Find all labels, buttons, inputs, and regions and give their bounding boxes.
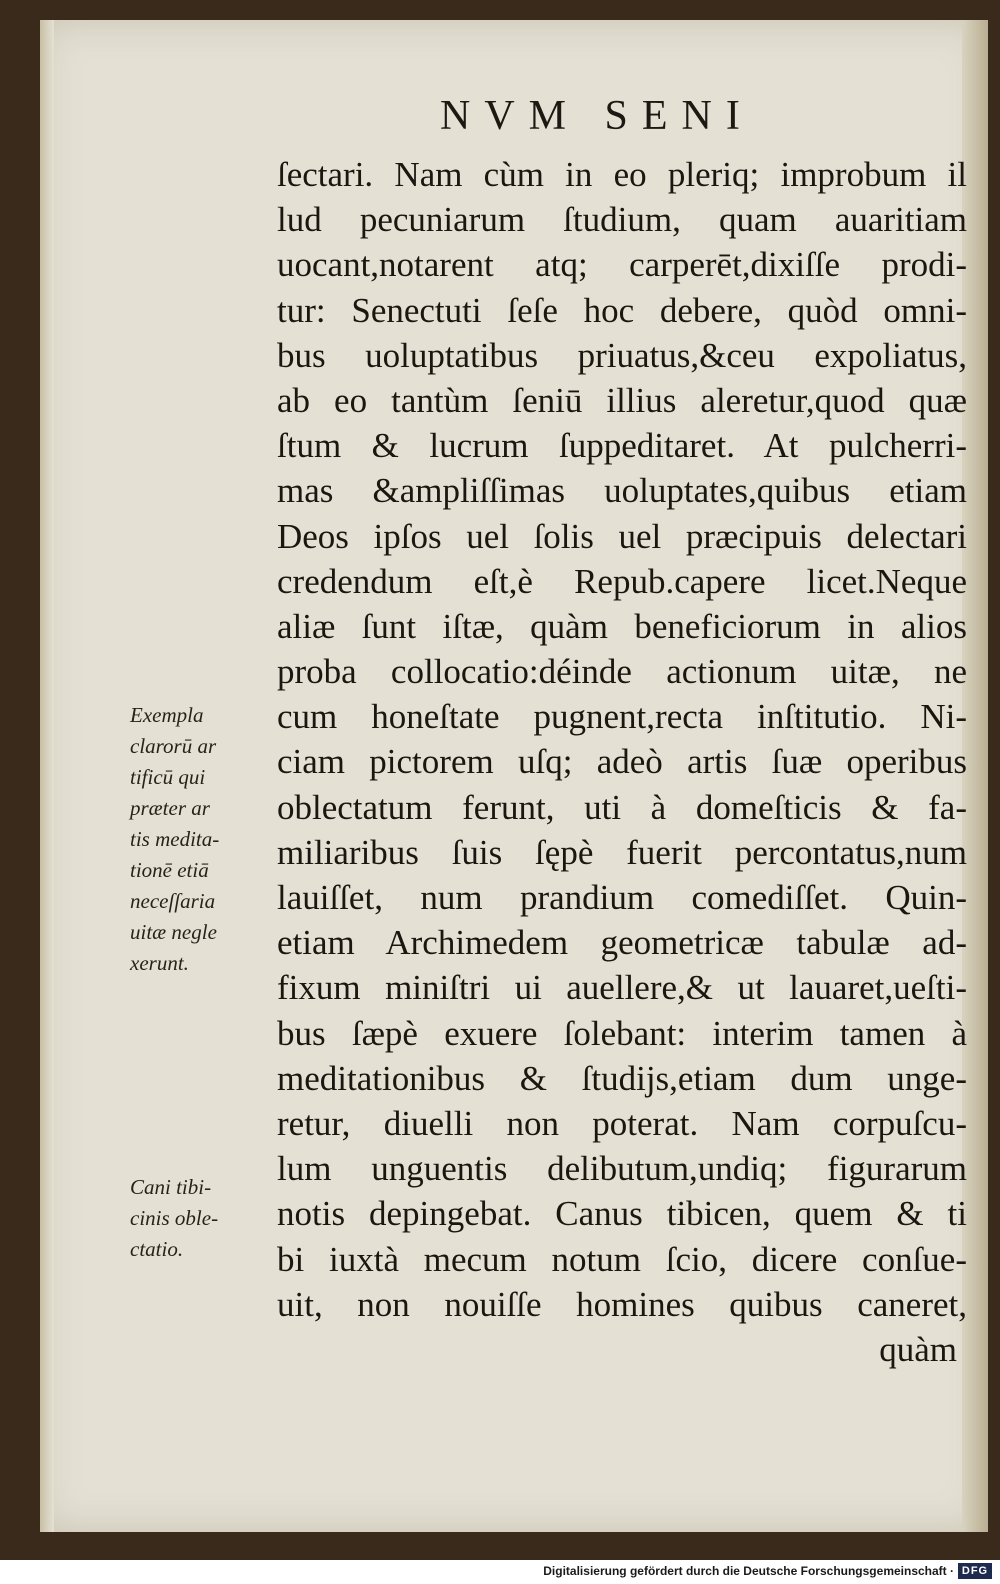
text-line: tur: Senectuti ſeſe hoc debere, quòd omni- [277, 290, 967, 330]
marginal-line: neceſſaria [130, 889, 216, 913]
text-line: ab eo tantùm ſeniū illius aleretur,quod quæ [277, 380, 967, 420]
marginal-line: Exempla [130, 703, 204, 727]
digitization-footer [0, 1560, 1000, 1584]
marginal-line: Cani tibi- [130, 1175, 212, 1199]
text-line: bus ſæpè exuere ſolebant: interim tamen à [277, 1013, 967, 1053]
running-head: NVM SENI [440, 93, 754, 139]
marginal-line: xerunt. [130, 951, 189, 975]
text-line: mas &ampliſſimas uoluptates,quibus etiam [277, 471, 967, 511]
page-gutter [40, 20, 54, 1532]
main-text-block [277, 152, 967, 1372]
text-line: uocant,notarent atq; carperēt,dixiſſe prodi- [277, 245, 967, 285]
text-line: ſtum & lucrum ſuppeditaret. At pulcherri- [277, 426, 967, 466]
funding-credit: Digitalisierung gefördert durch die Deutsche Forschungsgemeinschaft · [543, 1564, 954, 1578]
text-line: lum unguentis delibutum,undiq; figurarum [277, 1149, 967, 1189]
text-line: lud pecuniarum ſtudium, quam auaritiam [277, 200, 967, 240]
catchword: quàm [879, 1329, 957, 1369]
marginal-line: tificū qui [130, 765, 206, 789]
text-line: miliaribus ſuis ſępè fuerit percontatus,num [277, 832, 967, 872]
text-line: fixum miniſtri ui auellere,& ut lauaret,ueſti- [277, 968, 967, 1008]
text-line: uit, non nouiſſe homines quibus caneret, [277, 1284, 967, 1324]
marginal-line: tis medita- [130, 827, 220, 851]
marginal-line: ctatio. [130, 1237, 184, 1261]
text-line: bi iuxtà mecum notum ſcio, dicere conſue- [277, 1239, 967, 1279]
text-line: etiam Archimedem geometricæ tabulæ ad- [277, 923, 967, 963]
marginal-line: præter ar [130, 796, 210, 820]
text-line: lauiſſet, num prandium comediſſet. Quin- [277, 878, 967, 917]
text-line: credendum eſt,è Repub.capere licet.Neque [277, 561, 967, 601]
marginal-line: uitæ negle [130, 920, 217, 944]
text-line: ſectari. Nam cùm in eo pleriq; improbum il [277, 155, 967, 194]
text-line: aliæ ſunt iſtæ, quàm beneficiorum in alios [277, 606, 967, 646]
text-line: Deos ipſos uel ſolis uel præcipuis delectari [277, 516, 967, 556]
marginal-line: tionē etiā [130, 858, 209, 882]
text-line: oblectatum ferunt, uti à domeſticis & fa- [277, 787, 967, 827]
text-line: ciam pictorem uſq; adeò artis ſuæ operibus [277, 742, 967, 782]
marginal-note-cani [130, 1172, 270, 1265]
text-line: bus uoluptatibus priuatus,&ceu expoliatus, [277, 335, 967, 375]
text-line: notis depingebat. Canus tibicen, quem & ti [277, 1194, 967, 1234]
marginal-note-exempla [130, 700, 270, 979]
marginal-line: clarorū ar [130, 734, 217, 758]
text-line: cum honeſtate pugnent,recta inſtitutio. Ni- [277, 697, 967, 737]
text-line: meditationibus & ſtudijs,etiam dum unge- [277, 1058, 967, 1098]
dfg-logo: DFG [958, 1563, 992, 1579]
text-line: retur, diuelli non poterat. Nam corpuſcu- [277, 1103, 967, 1143]
text-line: proba collocatio:déinde actionum uitæ, ne [277, 652, 967, 692]
marginal-line: cinis oble- [130, 1206, 219, 1230]
